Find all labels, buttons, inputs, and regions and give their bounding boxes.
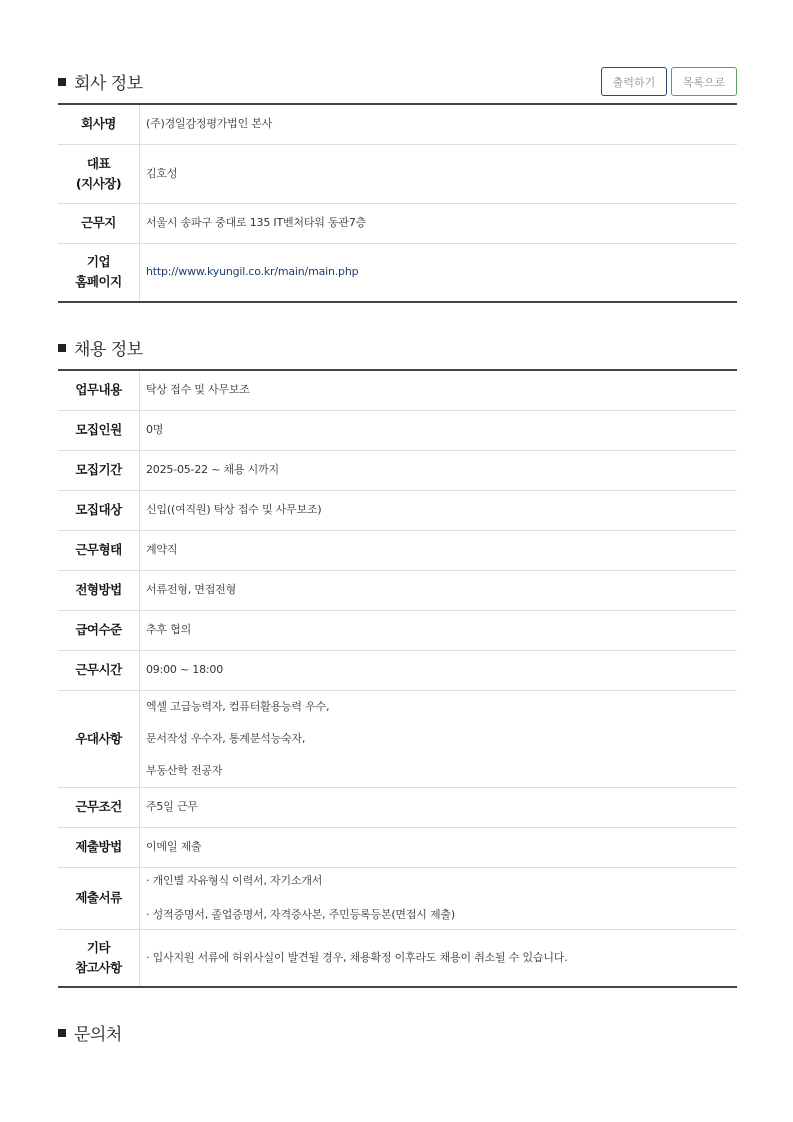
row-label: 기업 홈페이지 — [58, 243, 140, 302]
row-value: · 입사지원 서류에 허위사실이 발견될 경우, 채용확정 이후라도 채용이 취소될 수 있습니다. — [146, 950, 568, 964]
table-row — [58, 610, 737, 650]
company-info-table — [58, 103, 737, 303]
row-label: 모집대상 — [58, 490, 140, 530]
table-row — [58, 203, 737, 243]
table-row — [58, 650, 737, 690]
square-bullet-icon — [58, 1029, 66, 1037]
table-row — [58, 450, 737, 490]
table-row — [58, 144, 737, 203]
row-label: 제출방법 — [58, 827, 140, 867]
row-value: 서류전형, 면접전형 — [140, 570, 738, 610]
row-label: 근무지 — [58, 203, 140, 243]
row-value: 신입((여직원) 탁상 접수 및 사무보조) — [140, 490, 738, 530]
table-row — [58, 243, 737, 302]
row-label: 모집기간 — [58, 450, 140, 490]
row-label: 근무형태 — [58, 530, 140, 570]
row-label: 기타 참고사항 — [58, 929, 140, 987]
table-row — [58, 867, 737, 929]
table-row — [58, 570, 737, 610]
row-label: 우대사항 — [58, 690, 140, 787]
row-label: 근무시간 — [58, 650, 140, 690]
homepage-cell — [140, 243, 738, 302]
row-value: 09:00 ~ 18:00 — [140, 650, 738, 690]
row-value: 0명 — [140, 410, 738, 450]
action-buttons — [601, 67, 737, 96]
company-name-value: (주)경일감정평가법인 본사 — [140, 104, 738, 144]
recruit-info-table — [58, 369, 737, 988]
table-row — [58, 490, 737, 530]
square-bullet-icon — [58, 344, 66, 352]
row-value: 탁상 접수 및 사무보조 — [140, 370, 738, 410]
row-value: 추후 협의 — [140, 610, 738, 650]
row-value: 엑셀 고급능력자, 컴퓨터활용능력 우수, 문서작성 우수자, 통계분석능숙자, 부동산학 전공자 — [140, 690, 738, 787]
row-label: 제출서류 — [58, 867, 140, 929]
row-label: 대표 (지사장) — [58, 144, 140, 203]
square-bullet-icon — [58, 78, 66, 86]
recruit-section-title: 채용 정보 — [58, 335, 143, 360]
list-button[interactable]: 목록으로 — [671, 67, 737, 96]
row-label: 업무내용 — [58, 370, 140, 410]
workplace-value: 서울시 송파구 중대로 135 IT벤처타워 동관7층 — [140, 203, 738, 243]
table-row — [58, 410, 737, 450]
row-value: 이메일 제출 — [140, 827, 738, 867]
row-value: 2025-05-22 ~ 채용 시까지 — [140, 450, 738, 490]
table-row — [58, 104, 737, 144]
print-button[interactable]: 출력하기 — [601, 67, 667, 96]
ceo-value: 김호성 — [140, 144, 738, 203]
company-section-title: 회사 정보 — [58, 69, 143, 94]
row-label: 근무조건 — [58, 787, 140, 827]
table-row — [58, 370, 737, 410]
table-row — [58, 827, 737, 867]
table-row — [58, 530, 737, 570]
row-label: 모집인원 — [58, 410, 140, 450]
row-label: 회사명 — [58, 104, 140, 144]
row-value: · 개인별 자유형식 이력서, 자기소개서 · 성적증명서, 졸업증명서, 자격증사본, 주민등록등본(면접시 제출) — [140, 867, 738, 929]
row-value: 계약직 — [140, 530, 738, 570]
table-row — [58, 690, 737, 787]
contact-section-title: 문의처 — [58, 1020, 122, 1045]
homepage-link[interactable]: http://www.kyungil.co.kr/main/main.php — [146, 265, 359, 279]
row-value: 주5일 근무 — [140, 787, 738, 827]
table-row — [58, 929, 737, 987]
row-label: 급여수준 — [58, 610, 140, 650]
table-row — [58, 787, 737, 827]
row-label: 전형방법 — [58, 570, 140, 610]
